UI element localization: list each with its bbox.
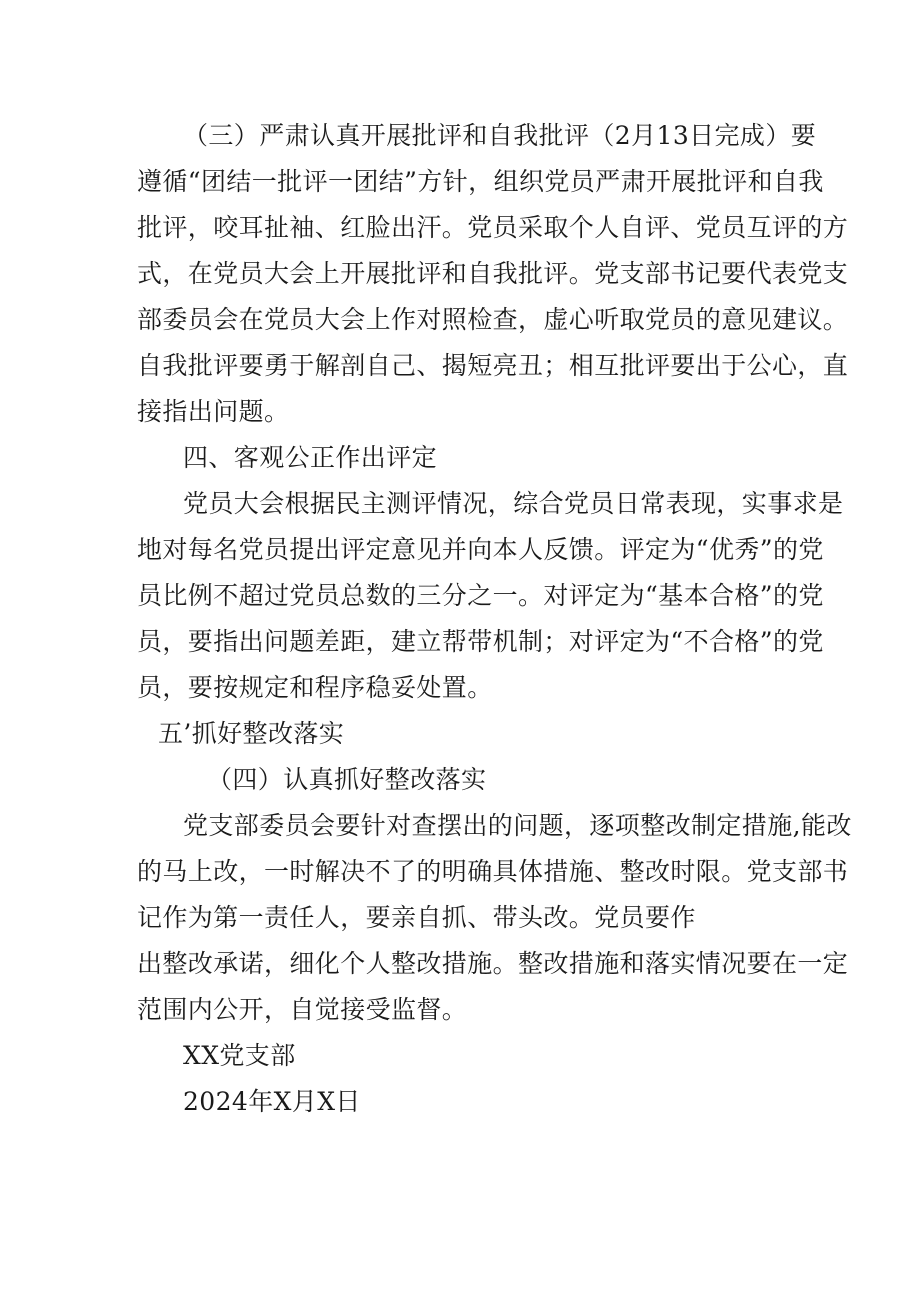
section5-line-4: 出整改承诺，细化个人整改措施。整改措施和落实情况要在一定 <box>137 949 849 978</box>
section3-line-3: 批评，咬耳扯袖、红脸出汗。党员采取个人自评、党员互评的方 <box>137 213 849 242</box>
section3-line-7: 接指出问题。 <box>137 397 290 426</box>
section3-line-6: 自我批评要勇于解剖自己、揭短亮丑；相互批评要出于公心，直 <box>137 351 849 380</box>
section3-line-5: 部委员会在党员大会上作对照检查，虚心听取党员的意见建议。 <box>137 305 849 334</box>
signature-date: 2024年X月X日 <box>183 1087 361 1116</box>
section5-line-1: 党支部委员会要针对查摆出的问题，逐项整改制定措施,能改 <box>183 811 852 840</box>
section3-line-1: （三）严肃认真开展批评和自我批评（2月13日完成）要 <box>183 121 817 150</box>
subheading-4: （四）认真抓好整改落实 <box>207 765 487 794</box>
section4-line-1: 党员大会根据民主测评情况，综合党员日常表现，实事求是 <box>183 489 844 518</box>
section4-line-2: 地对每名党员提出评定意见并向本人反馈。评定为“优秀”的党 <box>137 535 824 564</box>
heading-section-5: 五’抓好整改落实 <box>158 719 345 748</box>
section3-line-4: 式，在党员大会上开展批评和自我批评。党支部书记要代表党支 <box>137 259 849 288</box>
section4-line-4: 员，要指出问题差距，建立帮带机制；对评定为“不合格”的党 <box>137 627 824 656</box>
section5-line-3: 记作为第一责任人，要亲自抓、带头改。党员要作 <box>137 903 696 932</box>
section3-line-2: 遵循“团结一批评一团结”方针，组织党员严肃开展批评和自我 <box>137 167 824 196</box>
section4-line-5: 员，要按规定和程序稳妥处置。 <box>137 673 493 702</box>
section5-line-2: 的马上改，一时解决不了的明确具体措施、整改时限。党支部书 <box>137 857 849 886</box>
heading-section-4: 四、客观公正作出评定 <box>183 443 438 472</box>
signature-organization: XX党支部 <box>183 1041 296 1070</box>
section4-line-3: 员比例不超过党员总数的三分之一。对评定为“基本合格”的党 <box>137 581 824 610</box>
section5-line-5: 范围内公开，自觉接受监督。 <box>137 995 468 1024</box>
